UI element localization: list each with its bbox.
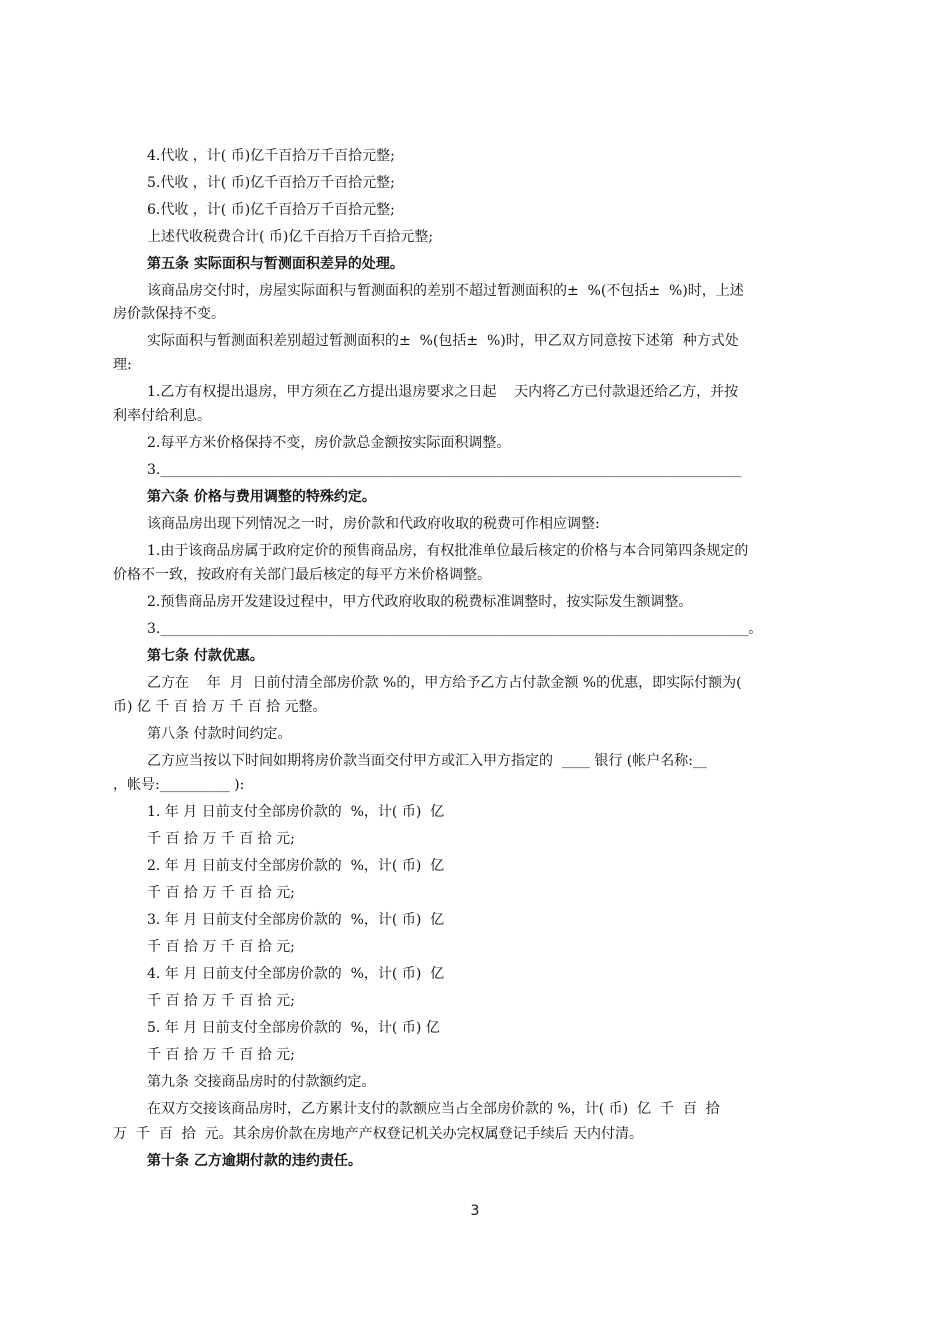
text-line: 第八条 付款时间约定。: [147, 726, 292, 742]
text-line: 4.代收 ，计( 币)亿千百拾万千百拾元整;: [147, 148, 395, 164]
text-line: 在双方交接该商品房时，乙方累计支付的款额应当占全部房价款的 %，计( 币) 亿 千 百 拾: [147, 1101, 720, 1117]
text-line: 第九条 交接商品房时的付款额约定。: [147, 1074, 376, 1090]
text-line: 乙方应当按以下时间如期将房价款当面交付甲方或汇入甲方指定的 ____ 银行 (帐户名称:__: [147, 753, 707, 769]
text-line: 利率付给利息。: [113, 408, 211, 424]
text-line: 5. 年 月 日前支付全部房价款的 %，计( 币) 亿: [147, 1020, 440, 1036]
section-heading: 第七条 付款优惠。: [147, 648, 264, 664]
text-line: 1.由于该商品房属于政府定价的预售商品房，有权批准单位最后核定的价格与本合同第四条规定的: [147, 543, 749, 559]
text-line: 千 百 拾 万 千 百 拾 元;: [147, 831, 295, 847]
section-heading: 第十条 乙方逾期付款的违约责任。: [147, 1153, 362, 1169]
section-heading: 第五条 实际面积与暂测面积差异的处理。: [147, 256, 404, 272]
text-line: ，帐号:__________ ):: [113, 777, 245, 793]
text-line: 2.每平方米价格保持不变，房价款总金额按实际面积调整。: [147, 435, 511, 451]
page-number: 3: [470, 1203, 480, 1219]
section-heading: 第六条 价格与费用调整的特殊约定。: [147, 489, 376, 505]
text-line: 3.____________________________________________________________________________________。: [147, 621, 763, 637]
text-line: 4. 年 月 日前支付全部房价款的 %，计( 币) 亿: [147, 966, 445, 982]
text-line: 千 百 拾 万 千 百 拾 元;: [147, 993, 295, 1009]
text-line: 3. 年 月 日前支付全部房价款的 %，计( 币) 亿: [147, 912, 445, 928]
text-line: 理:: [113, 357, 132, 373]
text-line: 该商品房出现下列情况之一时，房价款和代政府收取的税费可作相应调整:: [147, 516, 600, 532]
text-line: 价格不一致，按政府有关部门最后核定的每平方米价格调整。: [113, 567, 491, 583]
text-line: 5.代收 ，计( 币)亿千百拾万千百拾元整;: [147, 175, 395, 191]
text-line: 房价款保持不变。: [113, 306, 225, 322]
text-line: 千 百 拾 万 千 百 拾 元;: [147, 885, 295, 901]
text-line: 2.预售商品房开发建设过程中，甲方代政府收取的税费标准调整时，按实际发生额调整。: [147, 594, 693, 610]
text-line: 该商品房交付时，房屋实际面积与暂测面积的差别不超过暂测面积的± %(不包括± %)时，上述: [147, 283, 744, 299]
text-line: 万 千 百 拾 元。其余房价款在房地产产权登记机关办完权属登记手续后 天内付清。: [113, 1126, 644, 1142]
text-line: 实际面积与暂测面积差别超过暂测面积的± %(包括± %)时，甲乙双方同意按下述第 种方式处: [147, 333, 739, 349]
text-line: 2. 年 月 日前支付全部房价款的 %，计( 币) 亿: [147, 858, 445, 874]
text-line: 1.乙方有权提出退房，甲方须在乙方提出退房要求之日起 天内将乙方已付款退还给乙方，并按: [147, 384, 739, 400]
text-line: 1. 年 月 日前支付全部房价款的 %，计( 币) 亿: [147, 804, 445, 820]
text-line: 千 百 拾 万 千 百 拾 元;: [147, 1047, 295, 1063]
text-line: 6.代收 ，计( 币)亿千百拾万千百拾元整;: [147, 202, 395, 218]
text-line: 币) 亿 千 百 拾 万 千 百 拾 元整。: [113, 699, 327, 715]
text-line: 上述代收税费合计( 币)亿千百拾万千百拾元整;: [147, 229, 434, 245]
text-line: 3.___________________________________________________________________________________: [147, 462, 742, 478]
text-line: 千 百 拾 万 千 百 拾 元;: [147, 939, 295, 955]
text-line: 乙方在 年 月 日前付清全部房价款 %的，甲方给予乙方占付款金额 %的优惠，即实际付额为(: [147, 675, 742, 691]
